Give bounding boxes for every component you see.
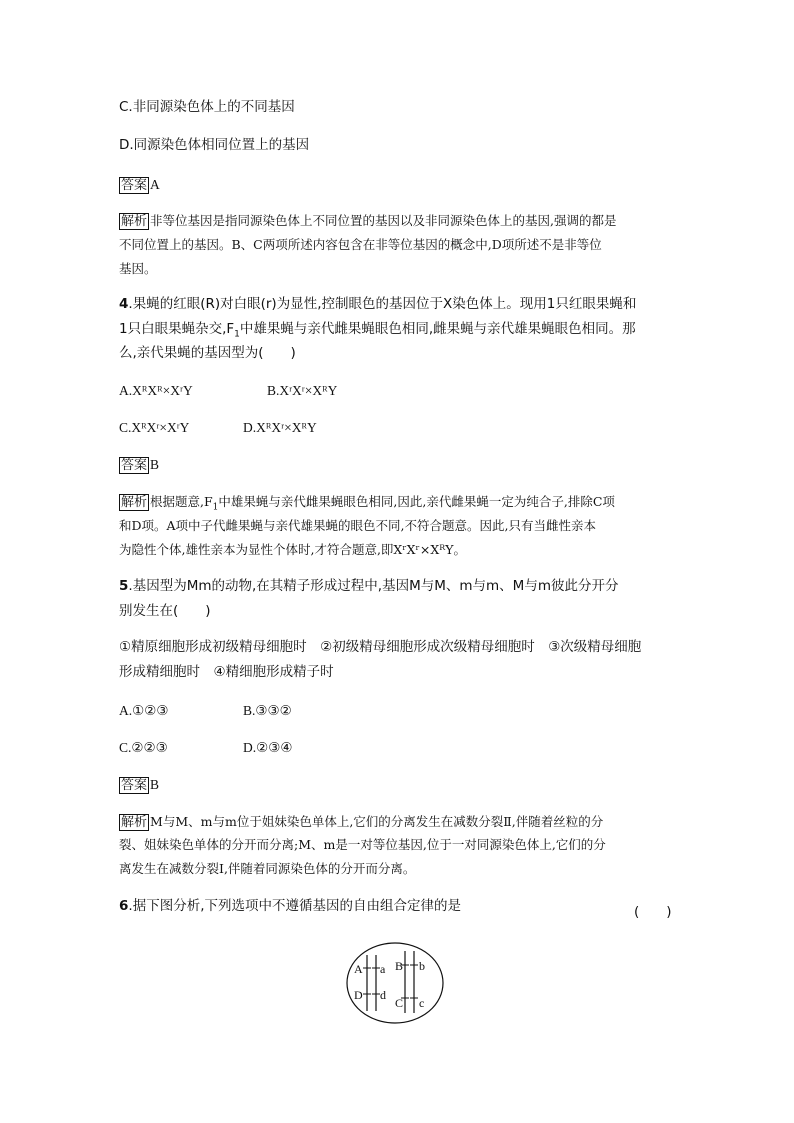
q3-option-c: C.非同源染色体上的不同基因 xyxy=(119,99,295,115)
q3-analysis-line: 不同位置上的基因。B、C两项所述内容包含在非等位基因的概念中,D项所述不是非等位 xyxy=(119,237,602,252)
gene-label-c: c xyxy=(419,996,425,1010)
analysis-text: 非等位基因是指同源染色体上不同位置的基因以及非同源染色体上的基因,强调的都是 xyxy=(150,213,617,228)
stem-text: .据下图分析,下列选项中不遵循基因的自由组合定律的是 xyxy=(128,898,461,914)
answer-value: B xyxy=(150,457,160,472)
analysis-label: 解析 xyxy=(121,495,148,510)
stem-text: 中雄果蝇与亲代雌果蝇眼色相同,雌果蝇与亲代雄果蝇眼色相同。那 xyxy=(239,321,636,337)
subscript: 1 xyxy=(234,329,240,340)
q5-analysis-line xyxy=(119,814,603,831)
gene-label-D: D xyxy=(354,988,363,1002)
q3-analysis-line: 基因。 xyxy=(119,261,157,276)
question-number: 6 xyxy=(119,898,129,914)
gene-label-A: A xyxy=(354,962,363,976)
gene-label-C: C xyxy=(395,996,404,1010)
stem-text: .果蝇的红眼(R)对白眼(r)为显性,控制眼色的基因位于X染色体上。现用1只红眼果蝇和 xyxy=(128,296,637,312)
analysis-label: 解析 xyxy=(121,815,148,830)
gene-label-B: B xyxy=(395,959,404,973)
q6-stem xyxy=(119,900,461,914)
analysis-text: M与M、m与m位于姐妹染色单体上,它们的分离发生在减数分裂Ⅱ,伴随着丝粒的分 xyxy=(150,814,604,829)
gene-label-d: d xyxy=(380,988,386,1002)
analysis-text: 根据题意,F xyxy=(150,494,213,509)
q4-answer-row xyxy=(119,457,159,474)
q5-option-a: A.①②③ xyxy=(119,703,169,718)
question-number: 4 xyxy=(119,296,129,312)
q3-analysis-line xyxy=(119,213,617,230)
analysis-label: 解析 xyxy=(121,214,148,229)
answer-label: 答案 xyxy=(121,178,148,193)
subscript: 1 xyxy=(212,502,219,513)
q5-option-c: C.②②③ xyxy=(119,740,168,755)
q4-stem xyxy=(119,321,636,340)
q4-option-c: C.XᴿXʳ×XʳY xyxy=(119,420,190,435)
chromosome-diagram xyxy=(345,941,445,1025)
q5-stem xyxy=(119,580,618,594)
q4-analysis-line: 为隐性个体,雄性亲本为显性个体时,才符合题意,即XʳXʳ×XᴿY。 xyxy=(119,542,466,557)
q4-stem: 么,亲代果蝇的基因型为( ) xyxy=(119,345,296,361)
q5-stem: 别发生在( ) xyxy=(119,603,211,619)
answer-value: B xyxy=(150,777,160,792)
q4-analysis-line: 和D项。A项中子代雌果蝇与亲代雄果蝇的眼色不同,不符合题意。因此,只有当雌性亲本 xyxy=(119,518,596,533)
q4-analysis-line xyxy=(119,494,615,511)
q5-option-b: B.③③② xyxy=(243,703,292,718)
stem-text: 1只白眼果蝇杂交,F xyxy=(119,321,235,337)
answer-label: 答案 xyxy=(121,458,148,473)
q4-option-a: A.XᴿXᴿ×XʳY xyxy=(119,383,193,398)
q4-option-d: D.XᴿXʳ×XᴿY xyxy=(243,420,317,435)
q5-answer-row xyxy=(119,777,159,794)
q4-option-b: B.XʳXʳ×XᴿY xyxy=(267,383,338,398)
q3-answer-row xyxy=(119,177,160,194)
gene-label-b: b xyxy=(419,959,425,973)
q4-stem xyxy=(119,298,636,312)
q5-option-d: D.②③④ xyxy=(243,740,293,755)
gene-label-a: a xyxy=(380,962,386,976)
q5-analysis-line: 裂、姐妹染色单体的分开而分离;M、m是一对等位基因,位于一对同源染色体上,它们的分 xyxy=(119,837,606,852)
answer-blank: ( ) xyxy=(634,904,672,920)
q3-option-d: D.同源染色体相同位置上的基因 xyxy=(119,137,310,153)
answer-label: 答案 xyxy=(121,778,148,793)
stem-text: .基因型为Mm的动物,在其精子形成过程中,基因M与M、m与m、M与m彼此分开分 xyxy=(128,578,619,594)
analysis-text: 中雄果蝇与亲代雌果蝇眼色相同,因此,亲代雌果蝇一定为纯合子,排除C项 xyxy=(218,494,615,509)
answer-value: A xyxy=(150,177,160,192)
q5-items: ①精原细胞形成初级精母细胞时 ②初级精母细胞形成次级精母细胞时 ③次级精母细胞 xyxy=(119,639,642,655)
q5-items: 形成精细胞时 ④精细胞形成精子时 xyxy=(119,664,334,680)
question-number: 5 xyxy=(119,578,129,594)
q5-analysis-line: 离发生在减数分裂Ⅰ,伴随着同源染色体的分开而分离。 xyxy=(119,861,416,876)
cell-outline xyxy=(347,943,443,1023)
